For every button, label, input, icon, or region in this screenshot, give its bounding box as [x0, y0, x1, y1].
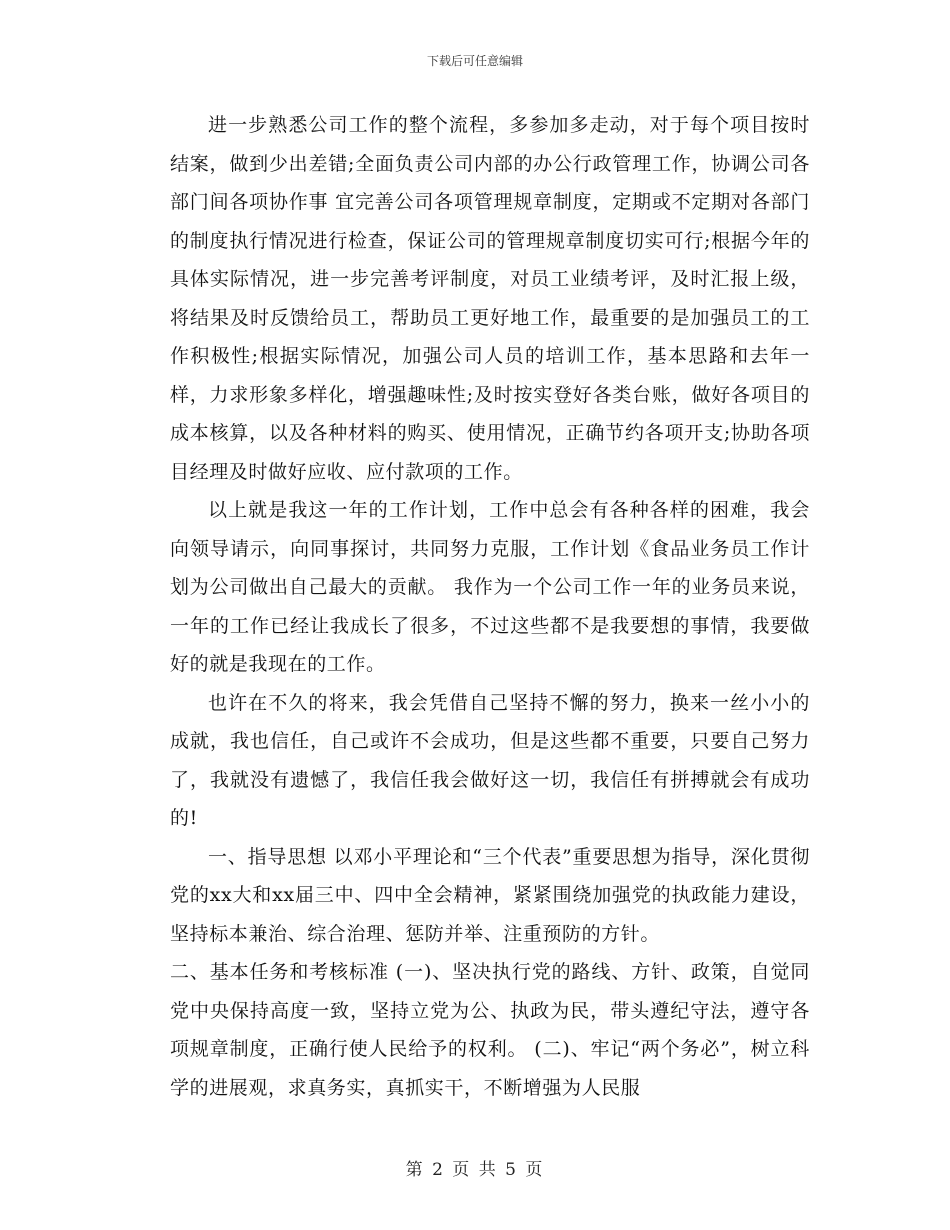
- document-body: [170, 106, 810, 1107]
- paragraph-basic-tasks: 二、基本任务和考核标准 (一)、坚决执行党的路线、方针、政策，自觉同党中央保持高度一致，坚持立党为公、执政为民，带头遵纪守法，遵守各项规章制度，正确行使人民给予的权利。 (二)、牢记“两个务必”，树立科学的进展观，求真务实，真抓实干，不断增强为人民服: [170, 961, 810, 1099]
- page-number: 第 2 页 共 5 页: [405, 1160, 545, 1180]
- paragraph-summary: 以上就是我这一年的工作计划，工作中总会有各种各样的困难，我会向领导请示，向同事探讨，共同努力克服，工作计划《食品业务员工作计划为公司做出自己最大的贡献。 我作为一个公司工作一年的业务员来说，一年的工作已经让我成长了很多，不过这些都不是我要想的事情，我要做好的就是我现在的工作。: [170, 499, 810, 675]
- paragraph-future: 也许在不久的将来，我会凭借自己坚持不懈的努力，换来一丝小小的成就，我也信任，自己或许不会成功，但是这些都不重要，只要自己努力了，我就没有遗憾了，我信任我会做好这一切，我信任有拼搏就会有成功的!: [170, 691, 810, 829]
- page-header: 下载后可任意编辑: [426, 54, 523, 68]
- paragraph-work-plan: 进一步熟悉公司工作的整个流程，多参加多走动，对于每个项目按时结案，做到少出差错;全面负责公司内部的办公行政管理工作，协调公司各部门间各项协作事 宜完善公司各项管理规章制度，定期或不定期对各部门的制度执行情况进行检查，保证公司的管理规章制度切实可行;根据今年的具体实际情况，进一步完善考评制度，对员工业绩考评，及时汇报上级，将结果及时反馈给员工，帮助员工更好地工作，最重要的是加强员工的工作积极性;根据实际情况，加强公司人员的培训工作，基本思路和去年一样，力求形象多样化，增强趣味性;及时按实登好各类台账，做好各项目的成本核算，以及各种材料的购买、使用情况，正确节约各项开支;协助各项目经理及时做好应收、应付款项的工作。: [170, 114, 810, 483]
- paragraph-guiding-thought: 一、指导思想 以邓小平理论和“三个代表”重要思想为指导，深化贯彻党的xx大和xx届三中、四中全会精神，紧紧围绕加强党的执政能力建设，坚持标本兼治、综合治理、惩防并举、注重预防的方针。: [170, 845, 810, 945]
